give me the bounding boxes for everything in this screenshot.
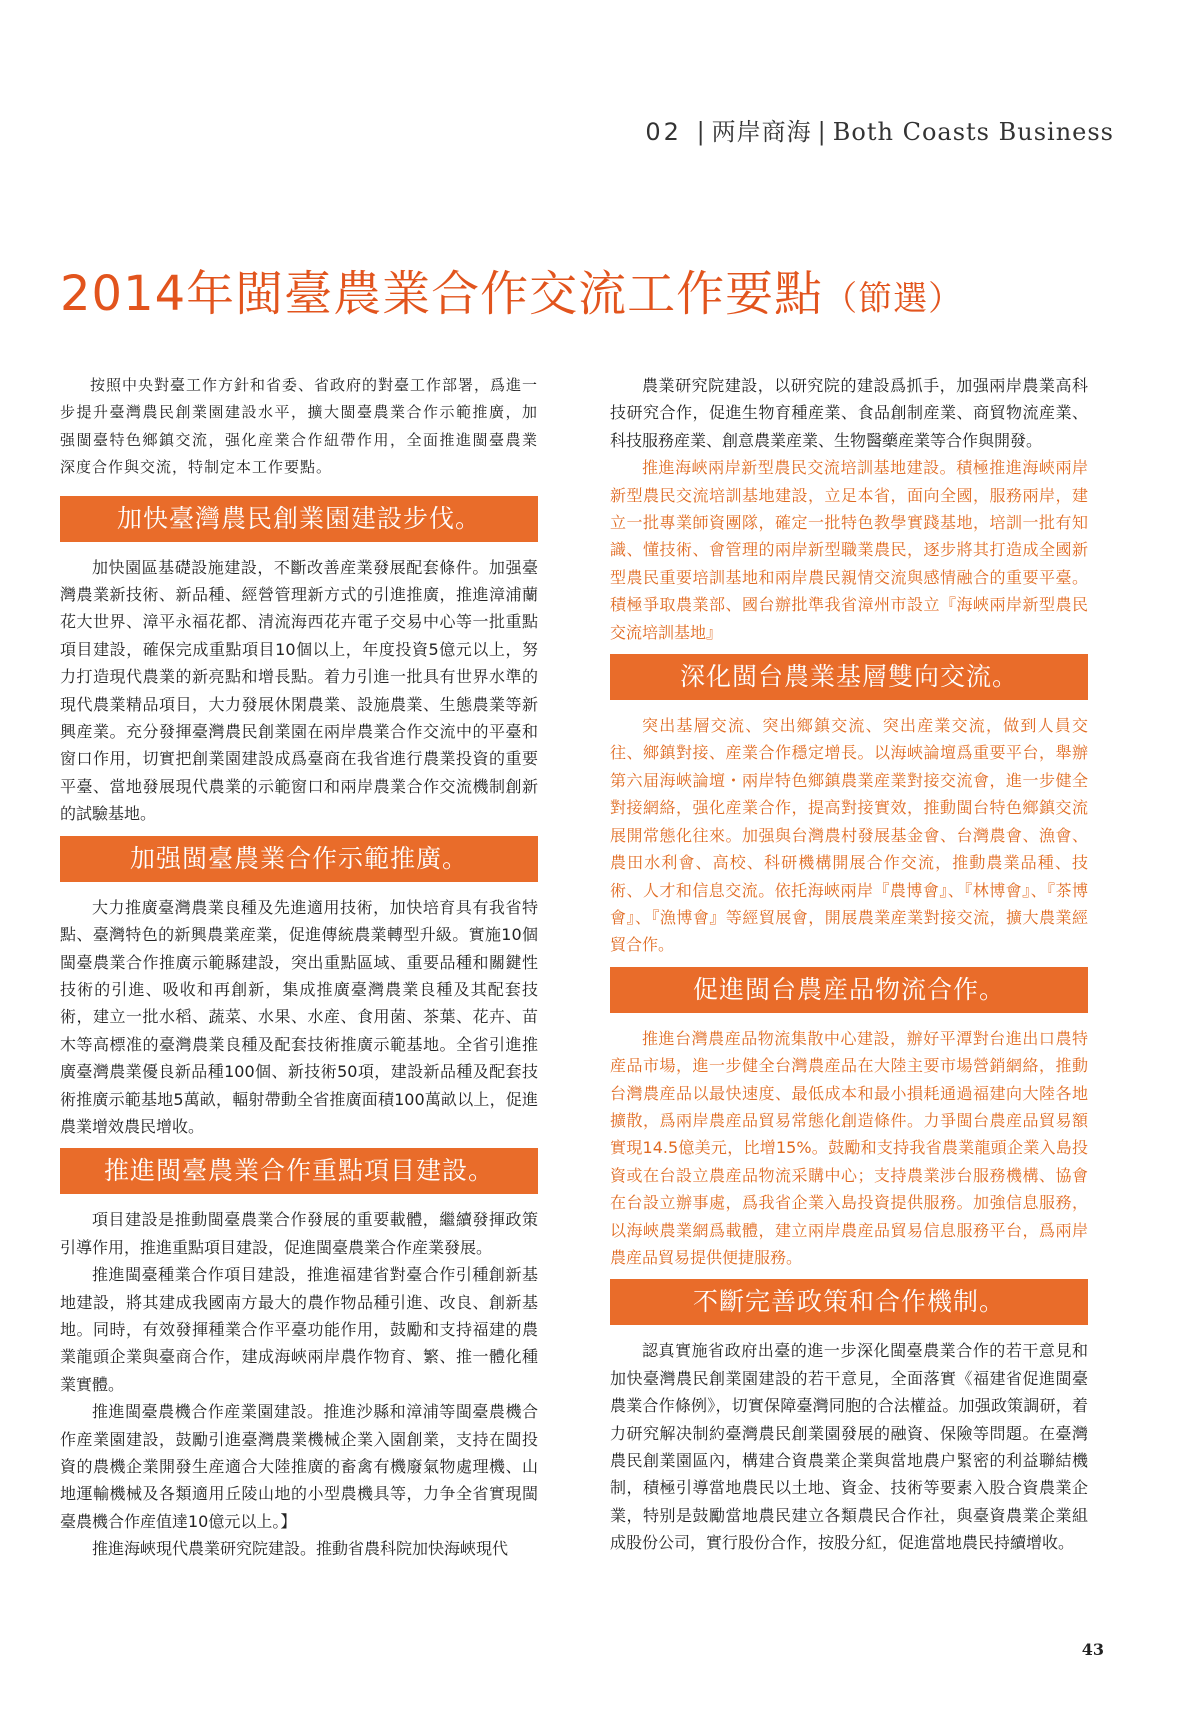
header-separator: | — [696, 118, 706, 146]
section-heading: 深化閩台農業基層雙向交流。 — [610, 654, 1088, 700]
article-title-main: 2014年閩臺農業合作交流工作要點 — [60, 266, 824, 322]
column-name-en: Both Coasts Business — [832, 118, 1114, 146]
body-paragraph: 大力推廣臺灣農業良種及先進適用技術，加快培育具有我省特點、臺灣特色的新興農業産業，促進傳統農業轉型升級。實施10個閩臺農業合作推廣示範縣建設，突出重點區域、重要品種和關鍵性技術的引進、吸收和再創新，集成推廣臺灣農業良種及其配套技術，建立一批水稻、蔬菜、水果、水産、食用菌、茶葉、花卉、苗木等高標准的臺灣農業良種及配套技術推廣示範基地。全省引進推廣臺灣農業優良新品種100個、新技術50項，建設新品種及配套技術推廣示範基地5萬畝，輻射帶動全省推廣面積100萬畝以上，促進農業增效農民增收。 — [60, 897, 538, 1136]
left-column — [60, 372, 538, 1563]
column-name-cn: 两岸商海 — [711, 118, 812, 146]
body-paragraph: 推進閩臺種業合作項目建設，推進福建省對臺合作引種創新基地建設，將其建成我國南方最大的農作物品種引進、改良、創新基地。同時，有效發揮種業合作平臺功能作用，鼓勵和支持福建的農業龍頭企業與臺商合作，建成海峽兩岸農作物育、繁、推一體化種業實體。 — [60, 1265, 538, 1394]
issue-number: 02 — [645, 118, 682, 146]
header-separator: | — [817, 118, 827, 146]
intro-paragraph: 按照中央對臺工作方針和省委、省政府的對臺工作部署，爲進一步提升臺灣農民創業園建設水平，擴大閩臺農業合作示範推廣，加强閩臺特色鄉鎮交流，强化産業合作紐帶作用，全面推進閩臺農業深度合作與交流，特制定本工作要點。 — [60, 376, 539, 477]
body-paragraph: 推進海峽現代農業研究院建設。推動省農科院加快海峽現代 — [92, 1539, 509, 1559]
article-subtitle: （節選） — [823, 279, 964, 319]
section-heading: 加强閩臺農業合作示範推廣。 — [60, 836, 538, 882]
column-header — [645, 112, 1114, 147]
body-paragraph: 農業研究院建設，以研究院的建設爲抓手，加强兩岸農業高科技研究合作，促進生物育種産業、食品創制産業、商貿物流産業、科技服務産業、創意農業産業、生物醫藥産業等合作與開發。 — [610, 376, 1088, 450]
highlighted-paragraph: 突出基層交流、突出鄉鎮交流、突出産業交流，做到人員交往、鄉鎮對接、産業合作穩定增長。以海峽論壇爲重要平台，舉辦第六届海峽論壇・兩岸特色鄉鎮農業産業對接交流會，進一步健全對接網絡，强化産業合作，提高對接實效，推動閩台特色鄉鎮交流展開常態化往來。加强與台灣農村發展基金會、台灣農會、漁會、農田水利會、高校、科研機構開展合作交流，推動農業品種、技術、人才和信息交流。依托海峽兩岸『農博會』、『林博會』、『茶博會』、『漁博會』等經貿展會，開展農業産業對接交流，擴大農業經貿合作。 — [610, 716, 1088, 955]
right-column — [610, 372, 1088, 1557]
section-heading: 不斷完善政策和合作機制。 — [610, 1279, 1088, 1325]
page-number: 43 — [1081, 1640, 1104, 1659]
highlighted-paragraph: 推進海峽兩岸新型農民交流培訓基地建設。積極推進海峽兩岸新型農民交流培訓基地建設，立足本省，面向全國，服務兩岸，建立一批專業師資團隊，確定一批特色教學實踐基地，培訓一批有知識、懂技術、會管理的兩岸新型職業農民，逐步將其打造成全國新型農民重要培訓基地和兩岸農民親情交流與感情融合的重要平臺。積極爭取農業部、國台辦批準我省漳州市設立『海峽兩岸新型農民交流培訓基地』 — [610, 458, 1088, 642]
body-paragraph: 推進閩臺農機合作産業園建設。推進沙縣和漳浦等閩臺農機合作産業園建設，鼓勵引進臺灣農業機械企業入園創業，支持在閩投資的農機企業開發生産適合大陸推廣的畜禽有機廢氣物處理機、山地運輸機械及各類適用丘陵山地的小型農機具等，力争全省實現閩臺農機合作産值達10億元以上。】 — [60, 1402, 538, 1531]
body-paragraph: 項目建設是推動閩臺農業合作發展的重要載體，繼續發揮政策引導作用，推進重點項目建設，促進閩臺農業合作産業發展。 — [60, 1210, 538, 1257]
section-heading: 加快臺灣農民創業園建設步伐。 — [60, 496, 538, 542]
section-heading: 推進閩臺農業合作重點項目建設。 — [60, 1148, 538, 1194]
body-paragraph: 加快園區基礎設施建設，不斷改善産業發展配套條件。加强臺灣農業新技術、新品種、經營管理新方式的引進推廣，推進漳浦蘭花大世界、漳平永福花都、清流海西花卉電子交易中心等一批重點項目建設，確保完成重點項目10個以上，年度投資5億元以上，努力打造現代農業的新亮點和增長點。着力引進一批具有世界水準的現代農業精品項目，大力發展休閑農業、設施農業、生態農業等新興産業。充分發揮臺灣農民創業園在兩岸農業合作交流中的平臺和窗口作用，切實把創業園建設成爲臺商在我省進行農業投資的重要平臺、當地發展現代農業的示範窗口和兩岸農業合作交流機制創新的試驗基地。 — [60, 557, 538, 824]
body-paragraph: 認真實施省政府出臺的進一步深化閩臺農業合作的若干意見和加快臺灣農民創業園建設的若干意見，全面落實《福建省促進閩臺農業合作條例》，切實保障臺灣同胞的合法權益。加强政策調研，着力研究解决制約臺灣農民創業園發展的融資、保險等問題。在臺灣農民創業園區內，構建合資農業企業與當地農户緊密的利益聯結機制，積極引導當地農民以土地、資金、技術等要素入股合資農業企業，特别是鼓勵當地農民建立各類農民合作社，與臺資農業企業組成股份公司，實行股份合作，按股分紅，促進當地農民持續增收。 — [610, 1341, 1088, 1553]
article-title — [60, 262, 1150, 331]
highlighted-paragraph: 推進台灣農産品物流集散中心建設，辦好平潭對台進出口農特産品市場，進一步健全台灣農産品在大陸主要市場營銷網絡，推動台灣農産品以最快速度、最低成本和最小損耗通過福建向大陸各地擴散，爲兩岸農産品貿易常態化創造條件。力爭閩台農産品貿易額實現14.5億美元，比增15%。鼓勵和支持我省農業龍頭企業入島投資或在台設立農産品物流采購中心；支持農業涉台服務機構、協會在台設立辦事處，爲我省企業入島投資提供服務。加強信息服務，以海峽農業網爲載體，建立兩岸農産品貿易信息服務平台，爲兩岸農産品貿易提供便捷服務。 — [610, 1028, 1088, 1267]
section-heading: 促進閩台農産品物流合作。 — [610, 967, 1088, 1013]
